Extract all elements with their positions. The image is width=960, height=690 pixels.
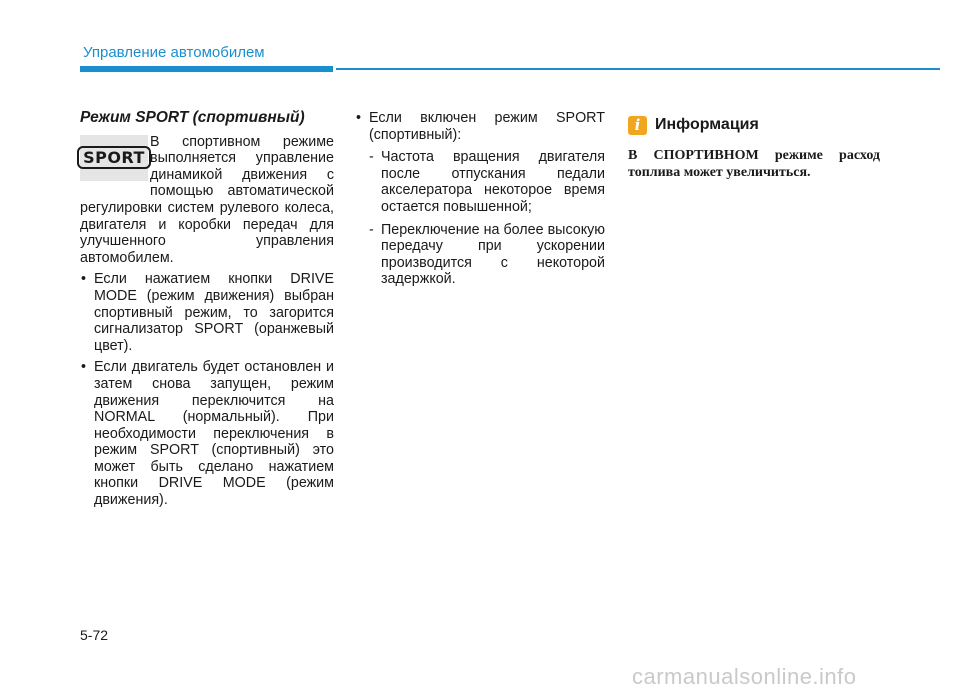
left-column <box>80 110 334 509</box>
bullet-item: • Если двигатель будет остановлен и затем снова запущен, режим движения переключится на NORMAL (нормальный). При необходимости переключения в режим SPORT (спортивный) это может быть сделано нажатием кнопки DRIVE MODE (режим движения). <box>80 359 334 508</box>
sport-icon-label: SPORT <box>77 146 151 169</box>
intro-block <box>80 134 334 267</box>
info-box <box>628 116 880 181</box>
dash-mark: - <box>369 221 374 238</box>
section-title: Управление автомобилем <box>83 44 265 61</box>
dash-text: Переключение на более высокую передачу при ускорении производится с некоторой задержкой. <box>381 221 605 288</box>
info-icon: i <box>628 116 647 135</box>
middle-column <box>355 110 605 288</box>
section-heading: Режим SPORT (спортивный) <box>80 109 305 126</box>
intro-paragraph: В спортивном режиме выполняется управление динамикой движения с помощью автоматической регулировки систем рулевого колеса, двигателя и коробки передач для улучшенного управления автомобилем. <box>80 133 334 266</box>
dash-text: Частота вращения двигателя после отпускания педали акселератора некоторое время остается повышенной; <box>381 149 605 215</box>
sport-mode-icon <box>80 135 148 181</box>
info-header <box>628 116 880 135</box>
page-number: 5-72 <box>80 627 109 643</box>
dash-mark: - <box>369 149 374 166</box>
header-bar-thin <box>336 68 940 70</box>
bullet-item: • Если нажатием кнопки DRIVE MODE (режим движения) выбран спортивный режим, то загорится сигнализатор SPORT (оранжевый цвет). <box>80 271 334 354</box>
header-bar-thick <box>80 66 333 72</box>
dash-item <box>355 222 605 288</box>
dash-item <box>355 149 605 215</box>
watermark: carmanualsonline.info <box>632 664 857 689</box>
info-title: Информация <box>655 116 759 134</box>
bullet-item: • Если включен режим SPORT (спортивный): <box>355 110 605 143</box>
info-text: В СПОРТИВНОМ режиме расход топлива может увеличиться. <box>628 148 880 180</box>
